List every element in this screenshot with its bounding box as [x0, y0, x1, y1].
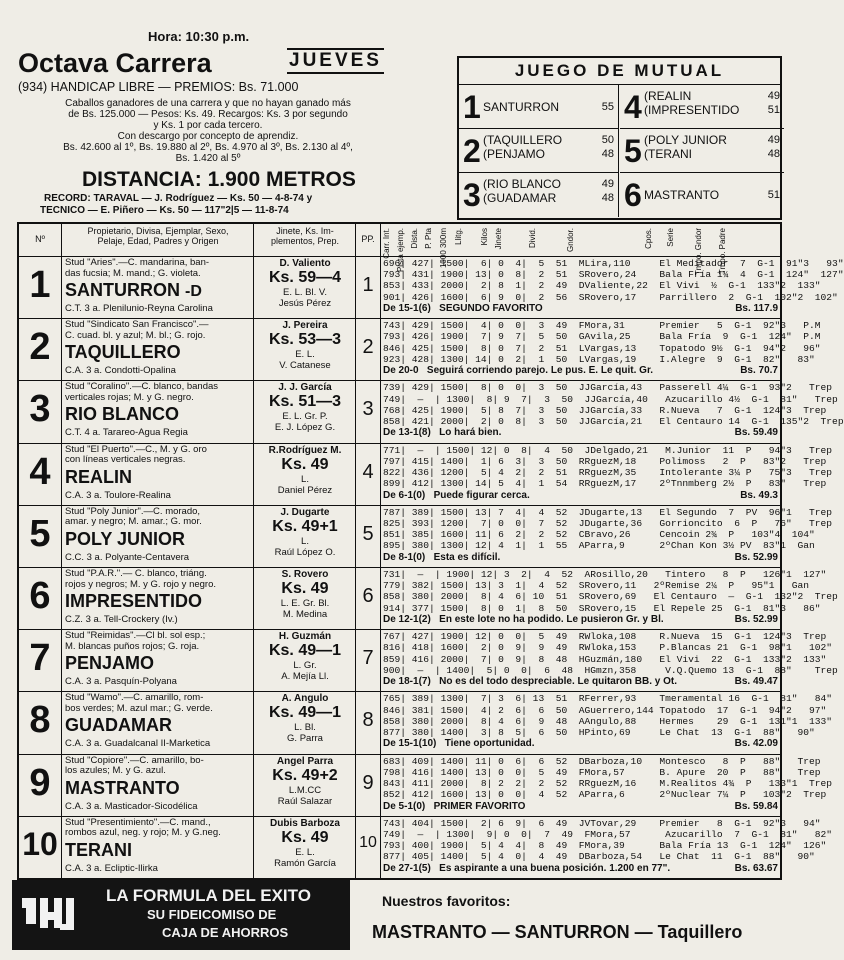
mutual-horse: (REALIN (IMPRESENTIDO — [644, 89, 740, 117]
performance-line: 765| 389| 1300| 7| 3 6| 13 51 RFerrer,93 Tmeramental 16 G-1 81" 84" — [383, 693, 833, 705]
comment-odds: De 8-1(0) — [383, 551, 426, 563]
jockey-implements: L. E. Gr. Bl. — [280, 598, 330, 609]
horse-pedigree: C.A. 3 a. Ecliptic-Ilirka — [65, 862, 158, 874]
col-vertical-label: P. Pta — [424, 228, 433, 249]
post-position: 1 — [362, 274, 374, 296]
jockey-implements: L. — [301, 535, 309, 547]
stud-colors: Stud "Aries".—C. mandarina, ban- das fucsia; M. mand.; G. violeta. — [65, 257, 210, 279]
horse-name — [65, 467, 132, 488]
handicapper-comment — [383, 552, 500, 563]
comment-text: Lo hará bien. — [439, 427, 502, 439]
mutual-number: 1 — [463, 89, 481, 125]
horse-pedigree: C.C. 3 a. Polyante-Centavera — [65, 551, 190, 563]
col-pp: PP. — [361, 234, 375, 244]
horse-pedigree: C.A. 3 a. Condotti-Opalina — [65, 365, 176, 377]
performance-line: 739| 429| 1500| 8| 0 0| 3 50 JJGarcía,43 Passerell 4¼ G-1 93"2 Trep — [383, 382, 833, 394]
jockey-implements: E. L. — [295, 349, 315, 361]
past-performances — [383, 693, 833, 738]
race-day: JUEVES — [287, 48, 384, 74]
performance-line: 901| 426| 1600| 6| 9 0| 2 56 SRovero,17 Parrillero 2 G-1 102"2 102" — [383, 291, 838, 303]
horse-pedigree: C.A. 3 a. Pasquín-Polyana — [65, 676, 177, 688]
col-vertical-label: Serie — [666, 228, 675, 247]
performance-line: 771| — | 1500| 12| 0 8| 4 50 JDelgado,21 M.Junior 11 P 94"3 Trep — [383, 444, 833, 456]
technical-record-line: TECNICO — E. Piñero — Ks. 50 — 117"2|5 — 11-8-74 — [40, 205, 289, 216]
col-vertical-label: 1000 300m — [439, 228, 448, 269]
handicapper-comment — [383, 490, 530, 501]
performance-line: 743| 429| 1500| 4| 0 0| 3 49 FMora,31 Premier 5 G-1 92"3 P.M — [383, 320, 821, 332]
horse-name-text: RIO BLANCO — [65, 404, 179, 425]
mutual-horse: SANTURRON — [483, 100, 560, 114]
handicapper-comment — [383, 738, 535, 749]
handicapper-comment — [383, 303, 543, 314]
earnings: Bs. 117.9 — [735, 303, 778, 314]
trainer-name: Ramón García — [274, 857, 336, 869]
trainer-name: V. Catanese — [279, 360, 331, 372]
horse-number: 6 — [29, 575, 51, 617]
horse-pedigree: C.Z. 3 a. Tell-Crockery (Iv.) — [65, 614, 178, 625]
col-vertical-label: Divid. — [528, 228, 537, 249]
performance-line: 846| 425| 1500| 8| 0 7| 2 51 LVargas,13 Topatodo 9½ G-1 94"2 96" — [383, 342, 821, 354]
horse-name-text: GUADAMAR — [65, 715, 172, 736]
earnings: Bs. 63.67 — [734, 862, 778, 874]
performance-line: 895| 380| 1300| 12| 4 1| 1 55 AParra,9 2ºChan Kon 3½ PV 83"1 Gan — [383, 540, 815, 552]
jockey-implements: L.M.CC — [288, 784, 322, 796]
col-number: Nº — [35, 234, 45, 244]
jockey-implements: L. Gr. — [293, 660, 317, 672]
race-conditions — [18, 98, 398, 164]
performance-line: 846| 381| 1500| 4| 2 6| 6 50 AGuerrero,144 Topatodo 17 G-1 94"2 97" — [383, 704, 827, 716]
jockey-name: S. Rovero — [281, 569, 329, 580]
performance-line: 768| 425| 1900| 5| 8 7| 3 50 JJGarcía,33 R.Nueva 7 G-1 124"3 Trep — [383, 404, 827, 416]
stud-colors: Stud "Presentimiento".—C. mand., rombos azul, neg. y rojo; M. y G.neg. — [65, 816, 221, 839]
mutual-cell — [459, 129, 619, 173]
comment-text: Puede figurar cerca. — [433, 489, 530, 501]
jockey-weight: Ks. 49—1 — [268, 704, 342, 722]
horse-name — [65, 715, 172, 736]
stud-colors: Stud "Sindicato San Francisco".— C. cuad. bl. y azul; M. bl.; G. rojo. — [65, 319, 209, 341]
mutual-horse: (TAQUILLERO (PENJAMO — [483, 133, 563, 161]
horse-number: 8 — [29, 699, 51, 742]
bank-logo-icon — [18, 890, 78, 938]
jockey-implements: E. L. Bl. V. — [282, 287, 327, 298]
jockey-name: Dubis Barboza — [269, 817, 340, 829]
jockey-block — [255, 258, 355, 309]
stud-colors: Stud "Copiore".—C. amarillo, bo- los azules; M. y G. azul. — [65, 754, 204, 777]
mutual-number: 3 — [463, 177, 481, 213]
performance-line: 851| 385| 1600| 11| 6 2| 2 52 CBravo,26 Cencoin 2¾ P 103"4 104" — [383, 529, 815, 541]
past-performances — [383, 320, 821, 365]
jockey-weight: Ks. 49+2 — [272, 766, 338, 784]
performance-line: 743| 404| 1500| 2| 6 9| 6 49 JVTovar,29 Premier 8 G-1 92"3 94" — [383, 817, 821, 829]
performance-line: 877| 405| 1400| 5| 4 0| 4 49 DBarboza,54 Le Chat 11 G-1 88" 90" — [383, 851, 815, 863]
horse-number: 5 — [29, 512, 51, 555]
earnings: Bs. 59.84 — [734, 800, 778, 812]
favorites-title: Nuestros favoritos: — [382, 893, 511, 909]
performance-line: 853| 433| 2000| 2| 8 1| 2 49 DValiente,22 El Vivi ½ G-1 133"2 133" — [383, 280, 821, 292]
mutual-odds: 49 48 — [601, 178, 614, 204]
race-line: (934) HANDICAP LIBRE — PREMIOS: Bs. 71.000 — [18, 80, 299, 94]
performance-line: 914| 377| 1500| 8| 0 1| 8 50 SRovero,15 El Repele 25 G-1 81"3 86" — [383, 602, 821, 614]
horse-name — [65, 404, 179, 425]
ad-headline: LA FORMULA DEL EXITO — [106, 886, 311, 905]
jockey-name: Angel Parra — [276, 755, 334, 767]
horse-name — [65, 342, 181, 363]
col-vertical-label: Pista ejemp. — [396, 228, 405, 273]
horse-pedigree: C.T. 4 a. Tarareo-Agua Regia — [65, 427, 188, 439]
post-position: 8 — [362, 709, 374, 732]
performance-line: 749| — | 1300| 9| 0 0| 7 49 FMora,57 Azucarillo 7 G-1 81" 82" — [383, 829, 833, 840]
jockey-weight: Ks. 53—3 — [268, 331, 342, 349]
mutual-cell — [620, 129, 784, 173]
horse-number: 7 — [29, 637, 51, 680]
performance-line: 793| 431| 1900| 13| 0 8| 2 51 SRovero,24 Bala Fría 1¾ 4 G-1 124" 127" — [383, 269, 844, 281]
comment-text: Es aspirante a una buena posición. 1.200 en 77". — [439, 862, 671, 874]
past-performances — [383, 444, 833, 490]
horse-name-text: POLY JUNIOR — [65, 528, 186, 549]
earnings: Bs. 52.99 — [734, 614, 778, 625]
performance-line: 793| 426| 1900| 7| 9 7| 5 50 GAvila,25 Bala Fría 9 G-1 124" P.M — [383, 331, 821, 343]
past-performances — [383, 569, 838, 614]
favorites-list: MASTRANTO — SANTURRON — Taquillero — [372, 922, 743, 942]
horse-name-text: REALIN — [65, 466, 132, 487]
col-vertical-label: Kilos — [480, 228, 489, 246]
performance-line: 816| 418| 1600| 2| 0 9| 9 49 RWloka,153 P.Blancas 21 G-1 98"1 102" — [383, 642, 833, 654]
col-owner: Propietario, Divisa, Ejemplar, Sexo, Pelaje, Edad, Padres y Origen — [87, 226, 229, 246]
performance-line: 899| 412| 1300| 14| 5 4| 1 54 RRguezM,17 2ºTnnmberg 2½ P 83" Trep — [383, 478, 827, 490]
mutual-horse: MASTRANTO — [644, 188, 720, 202]
stud-colors: Stud "Wamo".—C. amarillo, rom- bos verdes; M. azul mar.; G. verde. — [65, 692, 213, 714]
post-position: 4 — [362, 460, 374, 483]
jockey-weight: Ks. 49 — [281, 455, 329, 473]
performance-line: 798| 416| 1400| 13| 0 0| 5 49 FMora,57 B. Apure 20 P 88" Trep — [383, 766, 821, 778]
condition-line: de Bs. 125.000 — Pesos: Ks. 49. Recargos: Ks. 3 por segundo — [68, 109, 348, 120]
handicapper-comment — [383, 365, 653, 376]
jockey-weight: Ks. 59—4 — [268, 269, 342, 286]
horse-pedigree: C.A. 3 a. Toulore-Realina — [65, 489, 171, 501]
past-performances — [383, 258, 844, 303]
horse-number: 9 — [29, 761, 51, 804]
entries-table — [17, 222, 844, 880]
earnings: Bs. 70.7 — [740, 365, 778, 377]
post-position: 9 — [362, 771, 374, 794]
comment-odds: De 5-1(0) — [383, 800, 426, 812]
comment-text: Tiene oportunidad. — [444, 738, 535, 750]
comment-odds: De 15-1(10) — [383, 738, 437, 750]
comment-odds: De 27-1(5) — [383, 862, 431, 874]
jockey-name: D. Valiento — [279, 258, 331, 269]
comment-text: Esta es difícil. — [433, 551, 501, 563]
comment-odds: De 18-1(7) — [383, 676, 431, 688]
horse-pedigree: C.A. 3 a. Masticador-Sicodélica — [65, 800, 198, 812]
earnings: Bs. 42.09 — [734, 738, 778, 750]
performance-line: 923| 428| 1300| 14| 0 2| 1 50 LVargas,19 I.Alegre 9 G-1 82" 83" — [383, 353, 815, 365]
jockey-implements: E. L. Gr. P. — [282, 411, 328, 423]
horse-name-text: TAQUILLERO — [65, 342, 181, 363]
col-vertical-label: Dista. — [410, 228, 419, 249]
condition-line: y Ks. 1 por cada tercero. — [153, 120, 263, 131]
handicapper-comment — [383, 676, 677, 687]
horse-name-text: IMPRESENTIDO — [65, 591, 203, 611]
performance-line: 749| — | 1300| 8| 9 7| 3 50 JJGarcía,40 Azucarillo 4½ G-1 81" Trep — [383, 393, 838, 405]
horse-number: 3 — [29, 388, 51, 431]
jockey-block — [255, 756, 355, 807]
horse-row — [19, 691, 833, 754]
post-position: 5 — [362, 522, 374, 545]
performance-line: 696| 427| 1500| 6| 0 4| 5 51 MLira,110 El Meditador 7 G-1 91"3 93" — [383, 258, 844, 269]
horse-pedigree: C.A. 3 a. Guadalcanal II-Marketica — [65, 738, 211, 750]
performance-line: 859| 416| 2000| 7| 0 9| 8 48 HGuzmán,180 El Vivi 22 G-1 133"2 133" — [383, 653, 827, 665]
handicapper-comment — [383, 427, 501, 438]
jockey-weight: Ks. 49 — [281, 580, 329, 597]
ad-subline: CAJA DE AHORROS — [162, 925, 289, 940]
trainer-name: Raúl López O. — [274, 546, 336, 558]
comment-odds: De 20-0 — [383, 365, 419, 377]
comment-text: No es del todo despreciable. Le quitaron BB. y Ot. — [439, 676, 677, 688]
earnings: Bs. 52.99 — [734, 551, 778, 563]
jockey-weight: Ks. 51—3 — [268, 393, 342, 411]
jockey-block — [255, 445, 355, 496]
performance-line: 731| — | 1900| 12| 3 2| 4 52 ARosillo,20 Tintero 8 P 126"1 127" — [383, 569, 827, 580]
earnings: Bs. 59.49 — [734, 427, 778, 439]
mutual-horse: (POLY JUNIOR (TERANI — [644, 133, 727, 161]
condition-line: Bs. 1.420 al 5º — [175, 153, 241, 164]
horse-row — [19, 754, 833, 817]
col-vertical-label: Carr. Int. — [382, 228, 391, 259]
horse-name-text: SANTURRON — [65, 280, 180, 300]
horse-row — [19, 567, 838, 630]
col-vertical-label: Tmpo. Gndor — [694, 228, 703, 276]
comment-odds: De 6-1(0) — [383, 489, 426, 501]
jockey-name: J. Pereira — [282, 320, 328, 332]
trainer-name: M. Medina — [282, 609, 328, 620]
comment-odds: De 15-1(6) — [383, 303, 431, 314]
jockey-weight: Ks. 49 — [281, 828, 329, 846]
horse-row — [19, 816, 833, 878]
past-performances — [383, 506, 833, 552]
past-performances — [383, 631, 838, 676]
col-vertical-label: Tmpo. Padre — [718, 228, 727, 275]
stud-colors: Stud "Reimidas".—Cl bl. sol esp.; M. blancas puños rojos; G. roja. — [65, 630, 206, 652]
horse-row — [19, 629, 838, 692]
trainer-name: E. J. López G. — [274, 422, 336, 434]
performance-line: 683| 409| 1400| 11| 0 6| 6 52 DBarboza,10 Montesco 8 P 88" Trep — [383, 755, 821, 767]
condition-line: Bs. 42.600 al 1º, Bs. 19.880 al 2º, Bs. 4.970 al 3º, Bs. 2.130 al 4º, — [63, 142, 353, 153]
horse-number: 4 — [29, 450, 51, 493]
performance-line: 852| 412| 1600| 13| 0 0| 4 52 AParra,6 2ºNuclear 7¼ P 103"2 Trep — [383, 789, 827, 801]
performance-line: 787| 389| 1500| 13| 7 4| 4 52 JDugarte,13 El Segundo 7 PV 96"1 Trep — [383, 506, 833, 518]
past-performances — [383, 382, 844, 427]
performance-line: 822| 436| 1200| 5| 4 2| 2 51 RRguezM,35 Intolerante 3¼ P 75"3 Trep — [383, 467, 833, 478]
post-position: 6 — [362, 585, 374, 607]
horse-name-text: MASTRANTO — [65, 777, 180, 798]
horse-name — [65, 653, 154, 674]
earnings: Bs. 49.3 — [740, 489, 778, 501]
performance-line: 793| 400| 1900| 5| 4 4| 8 49 FMora,39 Bala Fría 13 G-1 124" 126" — [383, 840, 827, 852]
jockey-name: H. Guzmán — [278, 631, 332, 643]
trainer-name: Jesús Pérez — [278, 298, 332, 309]
jockey-block — [255, 320, 355, 371]
past-performances — [383, 755, 833, 801]
jockey-implements: L. Bl. — [294, 722, 316, 734]
performance-line: 900| — | 1400| 5| 0 0| 6 48 HGmzn,358 V.Q.Quemo 13 G-1 88" Trep — [383, 664, 838, 676]
race-distance: DISTANCIA: 1.900 METROS — [82, 168, 356, 191]
mutual-cell — [459, 85, 619, 129]
horse-name-text: PENJAMO — [65, 653, 155, 674]
horse-name — [65, 778, 180, 799]
trainer-name: Raúl Salazar — [277, 795, 333, 807]
horse-row — [19, 318, 821, 381]
col-vertical-label: Cpos. — [644, 228, 653, 249]
mutual-number: 6 — [624, 177, 642, 213]
jockey-block — [255, 507, 355, 558]
mutual-odds: 50 48 — [601, 134, 614, 160]
comment-odds: De 12-1(2) — [383, 614, 431, 625]
performance-line: 877| 380| 1400| 3| 8 5| 6 50 HPinto,69 Le Chat 13 G-1 88" 90" — [383, 727, 815, 738]
stud-colors: Stud "El Puerto".—C., M. y G. oro con líneas verticales negras. — [65, 443, 207, 466]
comment-odds: De 13-1(8) — [383, 427, 431, 439]
performance-line: 858| 380| 2000| 8| 4 6| 9 48 AAngulo,88 Hermes 29 G-1 131"1 133" — [383, 715, 833, 727]
horse-pedigree: C.T. 3 a. Plenilunio-Reyna Carolina — [65, 303, 213, 314]
post-position: 10 — [359, 833, 377, 851]
past-performances — [383, 817, 833, 863]
condition-line: Con descargo por concepto de aprendiz. — [117, 131, 299, 142]
mutual-horse: (RIO BLANCO (GUADAMAR — [483, 177, 562, 205]
stud-colors: Stud "Coralino".—C. blanco, bandas verticales rojas; M. y G. negro. — [65, 381, 219, 403]
mutual-title: JUEGO DE MUTUAL — [459, 58, 780, 85]
jockey-name: R.Rodríguez M. — [268, 444, 342, 456]
horse-name — [65, 529, 185, 550]
col-jockey: Jinete, Ks. Im- plementos, Prep. — [270, 226, 340, 246]
mutual-cell — [459, 173, 619, 217]
handicapper-comment — [383, 801, 525, 812]
mutual-odds: 51 — [767, 189, 780, 201]
mutual-cell — [620, 173, 784, 217]
mutual-number: 4 — [624, 89, 642, 125]
post-position: 7 — [362, 647, 374, 670]
performance-line: 825| 393| 1200| 7| 0 0| 7 52 JDugarte,36 Gorrioncito 6 P 76" Trep — [383, 518, 833, 529]
ad-banner — [12, 880, 350, 950]
stud-colors: Stud "P.A.R.".— C. blanco, triáng. rojos y negros; M. y G. rojo y negro. — [65, 568, 217, 590]
jockey-weight: Ks. 49+1 — [272, 517, 338, 535]
condition-line: Caballos ganadores de una carrera y que no hayan ganado más — [65, 98, 351, 109]
horse-name — [65, 591, 202, 612]
race-title: Octava Carrera — [18, 48, 212, 78]
mutual-box — [457, 56, 782, 220]
jockey-block — [255, 693, 355, 744]
performance-line: 779| 382| 1500| 13| 3 1| 4 52 SRovero,11 2ºRemise 2¼ P 95"1 Gan — [383, 580, 810, 592]
mutual-odds: 55 — [601, 101, 614, 113]
jockey-implements: L. — [301, 473, 309, 485]
performance-line: 843| 411| 2000| 8| 2 2| 2 52 RRguezM,16 M.Realitos 4¾ P 133"1 Trep — [383, 778, 833, 789]
mutual-cell — [620, 85, 784, 129]
comment-text: PRIMER FAVORITO — [433, 800, 526, 812]
horse-number: 2 — [29, 326, 51, 369]
horse-row — [19, 256, 844, 319]
performance-line: 767| 427| 1900| 12| 0 0| 5 49 RWloka,108 R.Nueva 15 G-1 124"3 Trep — [383, 631, 827, 643]
mutual-number: 5 — [624, 133, 642, 169]
jockey-block — [255, 631, 355, 682]
trainer-name: A. Mejía Ll. — [281, 671, 329, 683]
performance-line: 858| 380| 2000| 8| 4 6| 10 51 SRovero,69 El Centauro — G-1 132"2 Trep — [383, 591, 838, 603]
col-vertical-label: Gndor. — [566, 228, 575, 253]
handicapper-comment — [383, 863, 670, 874]
horse-name — [65, 840, 132, 861]
mutual-odds: 49 48 — [767, 134, 780, 160]
jockey-block — [255, 818, 355, 869]
horse-row — [19, 505, 833, 568]
horse-name — [65, 280, 202, 301]
jockey-implements: E. L. — [295, 846, 315, 858]
comment-text: En este lote no ha podido. Le pusieron Gr. y Bl. — [439, 614, 664, 625]
horse-mark: -D — [185, 283, 202, 300]
trainer-name: G. Parra — [287, 733, 323, 745]
horse-number: 10 — [22, 825, 58, 862]
col-vertical-label: Jinete — [494, 228, 503, 250]
mutual-odds: 49 51 — [767, 90, 780, 116]
horse-name-text: TERANI — [65, 839, 132, 860]
col-vertical-label: Llitg. — [454, 228, 463, 245]
post-position: 3 — [362, 398, 374, 421]
earnings: Bs. 49.47 — [734, 676, 778, 688]
stud-colors: Stud "Poly Junior".—C. morado, amar. y negro; M. amar.; G. mor. — [65, 505, 202, 528]
mutual-number: 2 — [463, 133, 481, 169]
trainer-name: Daniel Pérez — [277, 484, 333, 496]
jockey-block — [255, 569, 355, 620]
jockey-name: J. J. García — [278, 382, 332, 394]
post-position: 2 — [362, 336, 374, 359]
jockey-name: A. Angulo — [281, 693, 329, 705]
race-time: Hora: 10:30 p.m. — [148, 29, 250, 44]
performance-line: 858| 421| 2000| 2| 0 8| 3 50 JJGarcía,21 El Centauro 14 G-1 135"2 Trep — [383, 416, 844, 427]
comment-text: Seguirá corriendo parejo. Le pus. E. Le quit. Gr. — [426, 365, 654, 377]
comment-text: SEGUNDO FAVORITO — [439, 303, 543, 314]
jockey-name: J. Dugarte — [280, 506, 330, 518]
handicapper-comment — [383, 614, 664, 625]
horse-number: 1 — [29, 264, 51, 306]
horse-row — [19, 443, 833, 506]
jockey-block — [255, 382, 355, 433]
ad-subline: SU FIDEICOMISO DE — [147, 907, 277, 922]
record-line: RECORD: TARAVAL — J. Rodríguez — Ks. 50 — 4-8-74 y — [44, 193, 313, 204]
jockey-weight: Ks. 49—1 — [268, 642, 342, 660]
horse-row — [19, 380, 844, 443]
performance-line: 797| 415| 1400| 1| 6 3| 3 50 RRguezM,18 Polimoss 2 P 83"2 Trep — [383, 455, 827, 467]
